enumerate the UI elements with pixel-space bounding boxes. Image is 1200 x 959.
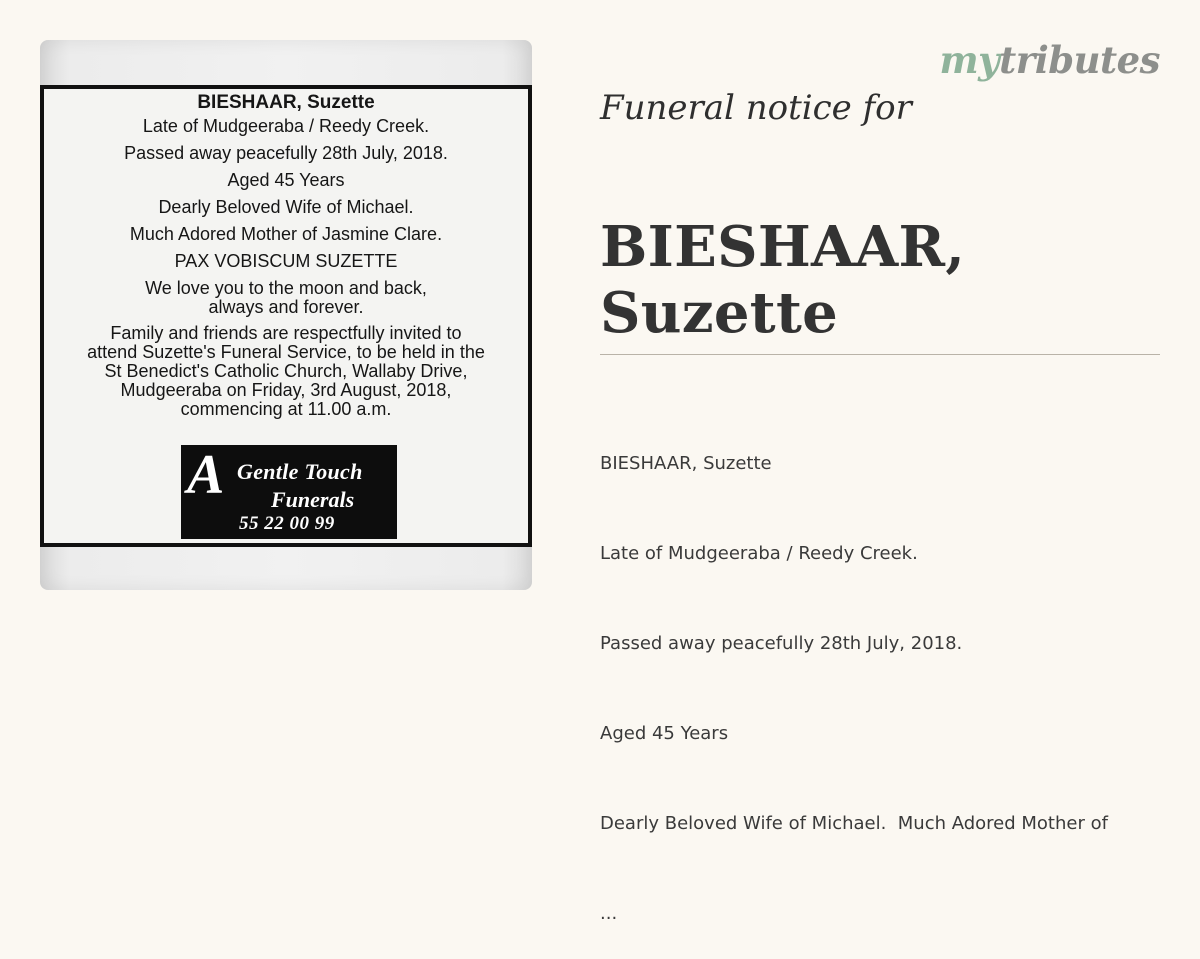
notice-line: Dearly Beloved Wife of Michael. (158, 197, 414, 217)
notice-deceased-name: BIESHAAR, Suzette (197, 92, 375, 113)
brand-part-my: my (939, 38, 1000, 82)
excerpt-line: Passed away peacefully 28th July, 2018. (600, 633, 963, 654)
logo-phone: 55 22 00 99 (239, 513, 335, 534)
notice-line: Passed away peacefully 28th July, 2018. (124, 143, 448, 163)
notice-line: Late of Mudgeeraba / Reedy Creek. (142, 116, 430, 136)
divider (600, 354, 1160, 355)
notice-service-line: attend Suzette's Funeral Service, to be held in the (87, 342, 485, 362)
notice-scan-image (40, 40, 532, 590)
notice-love-message (44, 279, 528, 317)
notice-line: PAX VOBISCUM SUZETTE (174, 251, 398, 271)
notice-service-line: commencing at 11.00 a.m. (180, 399, 392, 419)
notice-line: Aged 45 Years (227, 170, 345, 190)
notice-service-line: Family and friends are respectfully invited to (110, 323, 462, 343)
notice-love-line: always and forever. (208, 297, 364, 317)
page-title: BIESHAAR, Suzette (600, 214, 966, 346)
funeral-director-logo (181, 445, 397, 539)
excerpt-line: Dearly Beloved Wife of Michael. Much Adored Mother of (600, 813, 1108, 834)
notice-service-line: St Benedict's Catholic Church, Wallaby Drive, (104, 361, 468, 381)
notice-love-line: We love you to the moon and back, (145, 278, 427, 298)
excerpt-line: BIESHAAR, Suzette (600, 453, 772, 474)
excerpt-ellipsis: ... (600, 903, 618, 924)
notice-service-line: Mudgeeraba on Friday, 3rd August, 2018, (120, 380, 452, 400)
notice-excerpt (600, 389, 1170, 959)
logo-line-1: Gentle Touch (237, 459, 363, 484)
excerpt-line: Aged 45 Years (600, 723, 729, 744)
excerpt-line: Late of Mudgeeraba / Reedy Creek. (600, 543, 918, 564)
notice-frame (40, 85, 532, 547)
page-subtitle: Funeral notice for (600, 88, 912, 128)
notice-service-details (44, 324, 528, 419)
logo-line-2: Funerals (271, 487, 355, 512)
mytributes-logo[interactable] (939, 38, 1160, 82)
brand-part-tributes: tributes (999, 38, 1160, 82)
notice-line: Much Adored Mother of Jasmine Clare. (129, 224, 443, 244)
logo-initial: A (187, 444, 225, 506)
